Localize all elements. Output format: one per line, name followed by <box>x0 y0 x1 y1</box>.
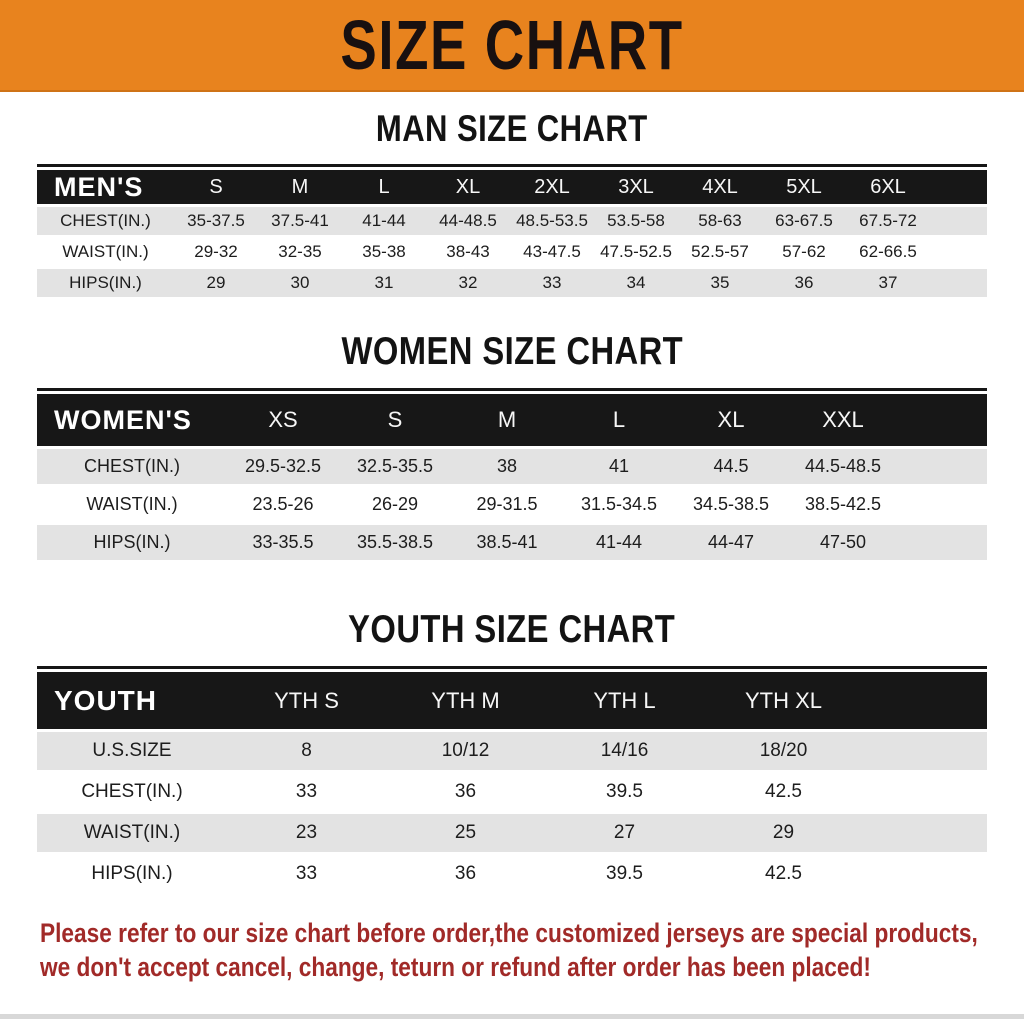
spacer-cell <box>899 394 987 446</box>
size-column-header: M <box>451 394 563 446</box>
youth-size-table <box>37 666 987 896</box>
size-value: 33-35.5 <box>227 525 339 560</box>
size-value: 39.5 <box>545 773 704 811</box>
row-label: HIPS(IN.) <box>37 525 227 560</box>
size-column-header: L <box>342 170 426 204</box>
size-value: 38.5-41 <box>451 525 563 560</box>
table-row <box>37 773 987 811</box>
section-title-man: MAN SIZE CHART <box>376 108 648 149</box>
spacer-cell <box>899 449 987 484</box>
size-value: 48.5-53.5 <box>510 207 594 235</box>
size-value: 47.5-52.5 <box>594 238 678 266</box>
row-label: WAIST(IN.) <box>37 814 227 852</box>
size-value: 43-47.5 <box>510 238 594 266</box>
size-value: 29.5-32.5 <box>227 449 339 484</box>
size-value: 29 <box>704 814 863 852</box>
row-label: HIPS(IN.) <box>37 269 174 297</box>
size-value: 57-62 <box>762 238 846 266</box>
spacer-cell <box>863 855 987 893</box>
bottom-edge-strip <box>0 1014 1024 1019</box>
size-value: 53.5-58 <box>594 207 678 235</box>
size-column-header: 2XL <box>510 170 594 204</box>
mens-size-table <box>37 164 987 300</box>
size-value: 38 <box>451 449 563 484</box>
size-value: 44-48.5 <box>426 207 510 235</box>
size-column-header: M <box>258 170 342 204</box>
table-row <box>37 487 987 522</box>
size-column-header: YTH XL <box>704 672 863 729</box>
size-value: 10/12 <box>386 732 545 770</box>
row-label: U.S.SIZE <box>37 732 227 770</box>
spacer-cell <box>863 814 987 852</box>
size-value: 39.5 <box>545 855 704 893</box>
size-value: 32 <box>426 269 510 297</box>
spacer-cell <box>899 525 987 560</box>
size-value: 58-63 <box>678 207 762 235</box>
size-value: 35-38 <box>342 238 426 266</box>
size-column-header: YTH S <box>227 672 386 729</box>
size-value: 37.5-41 <box>258 207 342 235</box>
spacer-cell <box>930 269 987 297</box>
size-value: 18/20 <box>704 732 863 770</box>
size-column-header: XXL <box>787 394 899 446</box>
table-header-row <box>37 672 987 729</box>
row-label: HIPS(IN.) <box>37 855 227 893</box>
size-value: 47-50 <box>787 525 899 560</box>
women-size-chart-section <box>0 329 1024 563</box>
size-value: 33 <box>227 773 386 811</box>
table-row <box>37 238 987 266</box>
size-column-header: S <box>339 394 451 446</box>
size-value: 38-43 <box>426 238 510 266</box>
spacer-cell <box>930 170 987 204</box>
youth-size-chart-section <box>0 607 1024 896</box>
size-value: 35-37.5 <box>174 207 258 235</box>
size-value: 30 <box>258 269 342 297</box>
size-value: 29 <box>174 269 258 297</box>
size-column-header: S <box>174 170 258 204</box>
size-column-header: XS <box>227 394 339 446</box>
size-value: 25 <box>386 814 545 852</box>
row-label: CHEST(IN.) <box>37 449 227 484</box>
size-value: 67.5-72 <box>846 207 930 235</box>
spacer-cell <box>899 487 987 522</box>
row-label: CHEST(IN.) <box>37 773 227 811</box>
womens-size-table <box>37 388 987 563</box>
table-corner-label: YOUTH <box>37 672 227 729</box>
table-corner-label: WOMEN'S <box>37 394 227 446</box>
section-title-youth: YOUTH SIZE CHART <box>348 608 676 651</box>
size-column-header: 6XL <box>846 170 930 204</box>
banner <box>0 0 1024 92</box>
size-value: 32.5-35.5 <box>339 449 451 484</box>
size-value: 34.5-38.5 <box>675 487 787 522</box>
size-column-header: XL <box>675 394 787 446</box>
size-column-header: 4XL <box>678 170 762 204</box>
size-table <box>37 167 987 300</box>
size-column-header: 5XL <box>762 170 846 204</box>
size-value: 63-67.5 <box>762 207 846 235</box>
size-value: 42.5 <box>704 855 863 893</box>
size-value: 36 <box>762 269 846 297</box>
man-size-chart-section <box>0 107 1024 300</box>
size-value: 23.5-26 <box>227 487 339 522</box>
size-value: 42.5 <box>704 773 863 811</box>
size-table <box>37 391 987 563</box>
table-row <box>37 732 987 770</box>
size-table <box>37 669 987 896</box>
size-column-header: YTH M <box>386 672 545 729</box>
size-value: 44-47 <box>675 525 787 560</box>
table-row <box>37 525 987 560</box>
footer-note-line-2: we don't accept cancel, change, teturn or refund after order has been placed! <box>40 952 871 982</box>
table-row <box>37 449 987 484</box>
size-value: 35 <box>678 269 762 297</box>
size-value: 33 <box>510 269 594 297</box>
table-header-row <box>37 170 987 204</box>
table-row <box>37 207 987 235</box>
size-value: 33 <box>227 855 386 893</box>
table-corner-label: MEN'S <box>37 170 174 204</box>
size-value: 29-31.5 <box>451 487 563 522</box>
size-value: 36 <box>386 855 545 893</box>
size-value: 44.5-48.5 <box>787 449 899 484</box>
spacer-cell <box>863 773 987 811</box>
size-value: 27 <box>545 814 704 852</box>
size-value: 41-44 <box>342 207 426 235</box>
size-column-header: L <box>563 394 675 446</box>
table-header-row <box>37 394 987 446</box>
size-value: 62-66.5 <box>846 238 930 266</box>
row-label: WAIST(IN.) <box>37 238 174 266</box>
table-row <box>37 269 987 297</box>
size-value: 32-35 <box>258 238 342 266</box>
spacer-cell <box>863 672 987 729</box>
footer-note-line-1: Please refer to our size chart before order,the customized jerseys are special products, <box>40 918 978 948</box>
size-value: 36 <box>386 773 545 811</box>
footer-disclaimer <box>40 916 1024 984</box>
size-value: 23 <box>227 814 386 852</box>
section-title-women: WOMEN SIZE CHART <box>341 330 683 373</box>
spacer-cell <box>863 732 987 770</box>
size-value: 34 <box>594 269 678 297</box>
size-value: 41 <box>563 449 675 484</box>
size-value: 38.5-42.5 <box>787 487 899 522</box>
size-value: 26-29 <box>339 487 451 522</box>
size-column-header: 3XL <box>594 170 678 204</box>
size-value: 29-32 <box>174 238 258 266</box>
spacer-cell <box>930 207 987 235</box>
size-column-header: YTH L <box>545 672 704 729</box>
size-value: 35.5-38.5 <box>339 525 451 560</box>
row-label: CHEST(IN.) <box>37 207 174 235</box>
size-value: 14/16 <box>545 732 704 770</box>
banner-title: SIZE CHART <box>340 6 684 84</box>
size-value: 52.5-57 <box>678 238 762 266</box>
spacer-cell <box>930 238 987 266</box>
size-value: 8 <box>227 732 386 770</box>
row-label: WAIST(IN.) <box>37 487 227 522</box>
table-row <box>37 814 987 852</box>
size-value: 41-44 <box>563 525 675 560</box>
size-value: 31.5-34.5 <box>563 487 675 522</box>
size-value: 31 <box>342 269 426 297</box>
size-value: 44.5 <box>675 449 787 484</box>
table-row <box>37 855 987 893</box>
size-column-header: XL <box>426 170 510 204</box>
size-value: 37 <box>846 269 930 297</box>
